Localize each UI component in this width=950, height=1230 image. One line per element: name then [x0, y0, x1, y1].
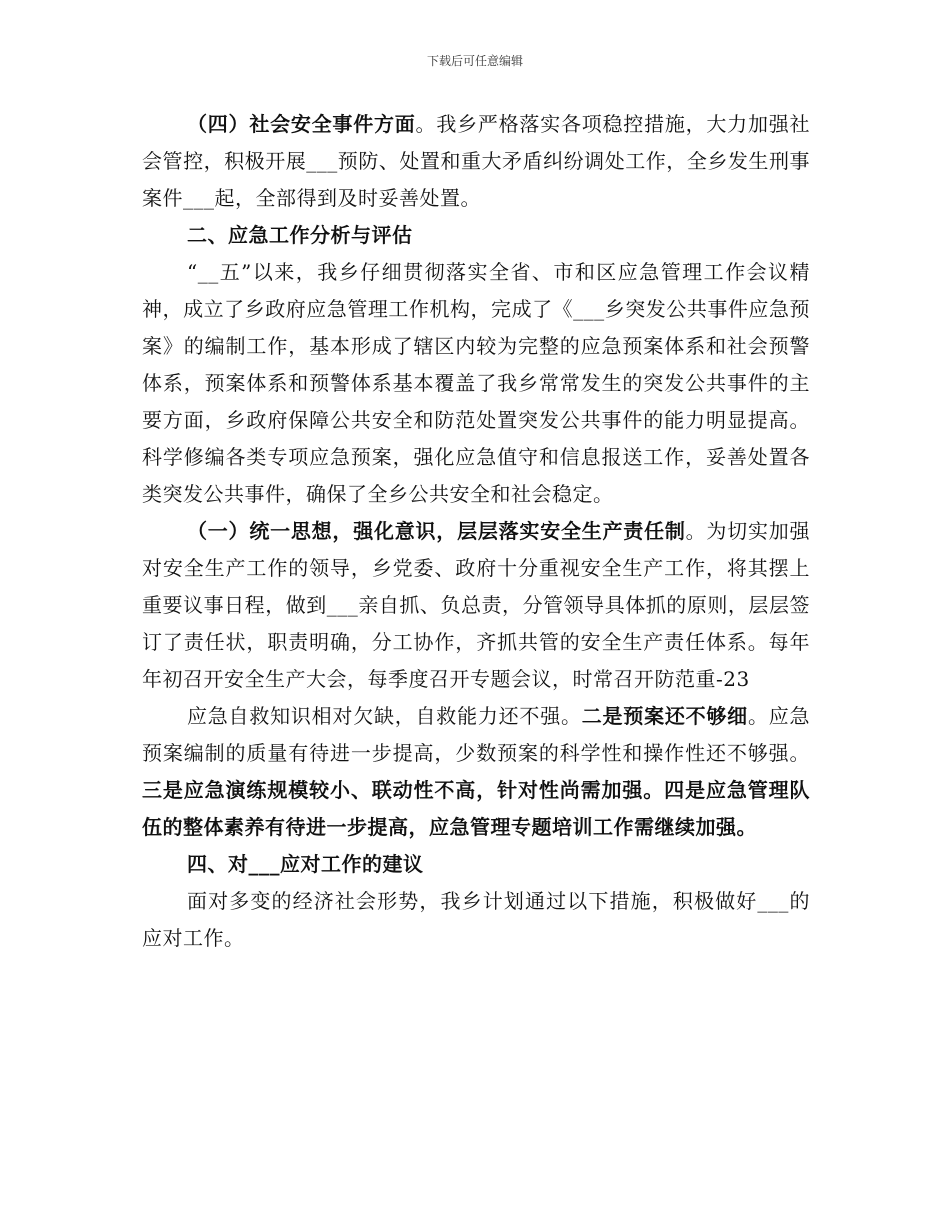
section-heading-suggestions: 四、对___应对工作的建议	[187, 852, 424, 876]
section-heading-analysis: 二、应急工作分析与评估	[187, 223, 413, 247]
paragraph-heading: （四）社会安全事件方面	[187, 112, 416, 136]
paragraph-text: 。我乡严格落实各项稳控措施，大力加强社会管控，积极开展___预防、处置和重大矛盾纠纷调处工作，全乡发生刑事案件___起，全部得到及时妥善处置。	[142, 112, 811, 210]
paragraph-bold-text: 三是应急演练规模较小、联动性不高，针对性尚需加强。四是应急管理队伍的整体素养有待进一步提高，应急管理专题培训工作需继续加强。	[142, 778, 810, 839]
paragraph-text: 。应急预案编制的质量有待进一步提高，少数预案的科学性和操作性还不够强。	[142, 704, 811, 765]
paragraph-analysis: “__五”以来，我乡仔细贯彻落实全省、市和区应急管理工作会议精神，成立了乡政府应急管理工作机构，完成了《___乡突发公共事件应急预案》的编制工作，基本形成了辖区内较为完整的应急预案体系和社会预警体系，预案体系和预警体系基本覆盖了我乡常常发生的突发公共事件的主要方面，乡政府保障公共安全和防范处置突发公共事件的能力明显提高。科学修编各类专项应急预案，强化应急值守和信息报送工作，妥善处置各类突发公共事件，确保了全乡公共安全和社会稳定。	[142, 260, 810, 506]
paragraph-problems	[142, 698, 810, 846]
paragraph-heading: （一）统一思想，强化意识，层层落实安全生产责任制	[187, 519, 686, 543]
paragraph-text: 应急自救知识相对欠缺，自救能力还不强。	[187, 704, 582, 728]
page-header: 下载后可任意编辑	[426, 54, 523, 68]
paragraph-suggestions: 面对多变的经济社会形势，我乡计划通过以下措施，积极做好___的应对工作。	[142, 889, 810, 950]
paragraph-social-security	[142, 106, 810, 217]
paragraph-responsibility	[142, 513, 810, 698]
paragraph-bold-text: 二是预案还不够细	[581, 704, 748, 728]
document-body	[142, 106, 810, 957]
paragraph-text: 。为切实加强对安全生产工作的领导，乡党委、政府十分重视安全生产工作，将其摆上重要议事日程，做到___亲自抓、负总责，分管领导具体抓的原则，层层签订了责任状，职责明确，分工协作，齐抓共管的安全生产责任体系。每年年初召开安全生产大会，每季度召开专题会议，时常召开防范重-23	[142, 519, 811, 691]
